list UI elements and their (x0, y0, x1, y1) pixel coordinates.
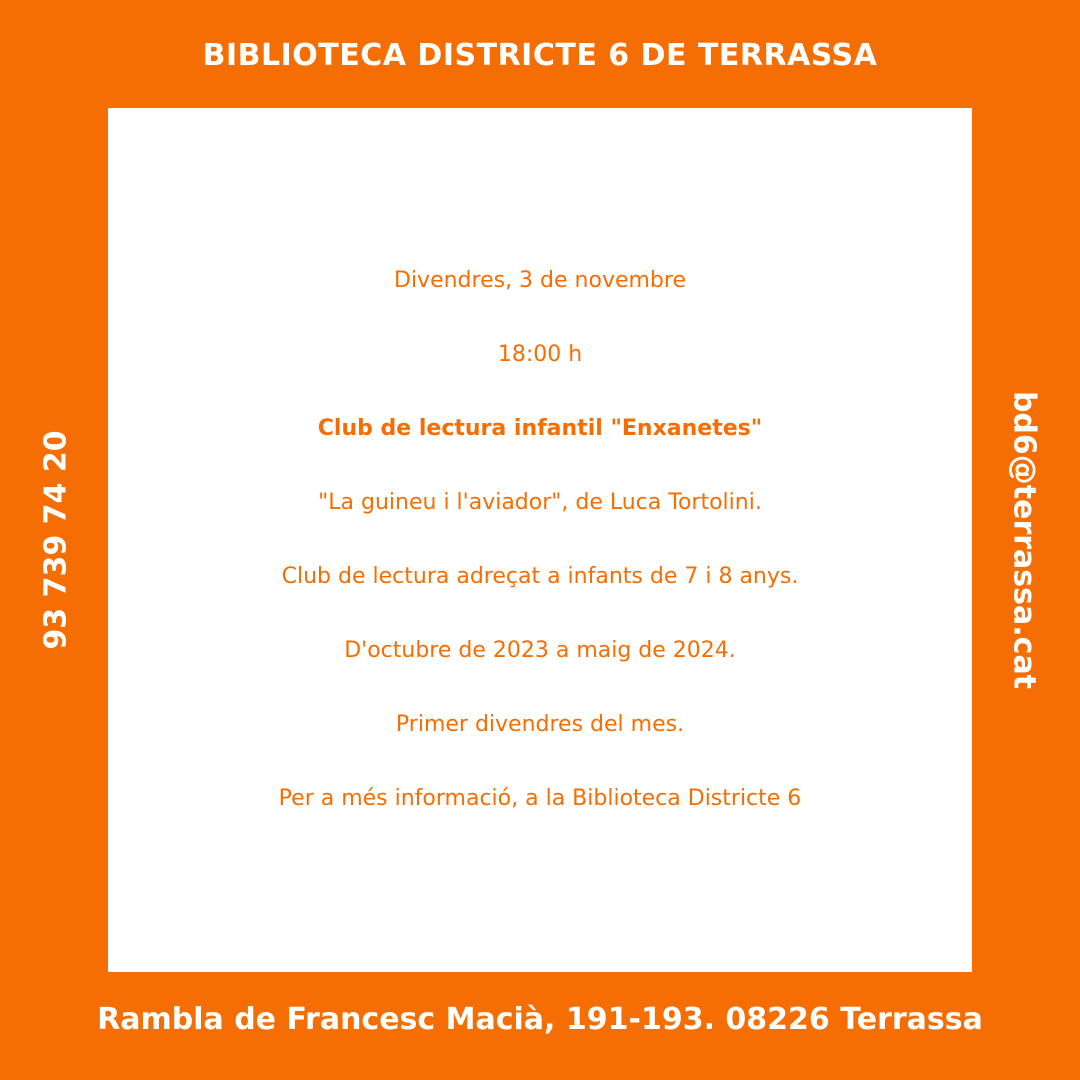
frequency-info: Primer divendres del mes. (395, 712, 685, 737)
event-title: Club de lectura infantil "Enxanetes" (317, 416, 763, 441)
event-date: Divendres, 3 de novembre (394, 268, 686, 293)
address: Rambla de Francesc Macià, 191-193. 08226 Terrassa (97, 1002, 983, 1037)
event-card (108, 108, 972, 972)
book-info: "La guineu i l'aviador", de Luca Tortolini. (318, 490, 762, 515)
library-title: BIBLIOTECA DISTRICTE 6 DE TERRASSA (202, 38, 878, 73)
period-info: D'octubre de 2023 a maig de 2024. (344, 638, 736, 663)
phone-number: 93 739 74 20 (38, 430, 74, 650)
more-info: Per a més informació, a la Biblioteca Districte 6 (278, 786, 802, 811)
email-address: bd6@terrassa.cat (1006, 390, 1042, 690)
event-time: 18:00 h (497, 342, 583, 367)
audience-info: Club de lectura adreçat a infants de 7 i 8 anys. (281, 564, 799, 589)
